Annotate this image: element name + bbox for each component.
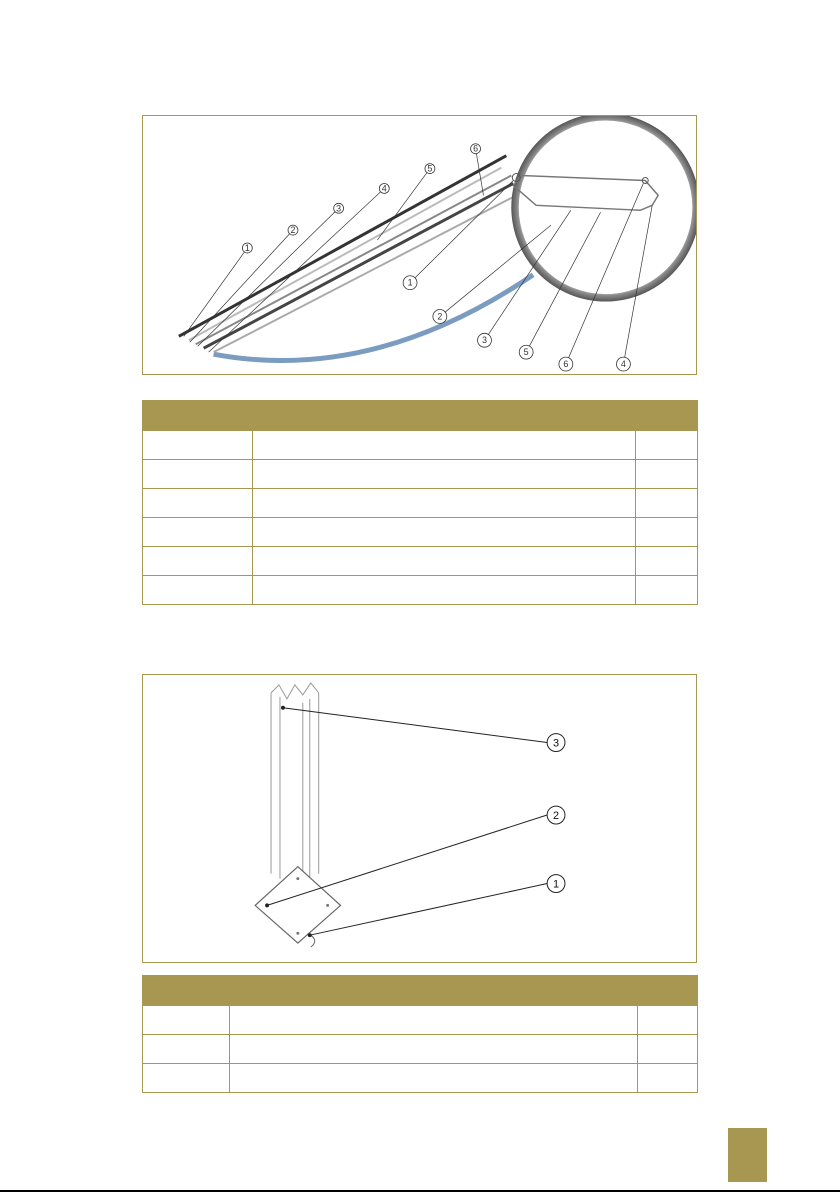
callout-label: 3 xyxy=(482,335,487,346)
rod xyxy=(214,195,517,352)
callouts-post xyxy=(547,734,565,893)
callout-marker xyxy=(547,734,565,752)
table-cell xyxy=(143,460,253,489)
table-header xyxy=(143,401,698,431)
callout-marker xyxy=(478,333,492,347)
callout-marker xyxy=(519,345,533,359)
callout-marker xyxy=(547,875,565,893)
table-cell xyxy=(143,431,253,460)
rod-group xyxy=(179,156,516,352)
table-cell xyxy=(253,431,636,460)
zoom-circle-inner xyxy=(518,120,693,295)
callout-label: 5 xyxy=(523,347,529,358)
table-cell xyxy=(253,518,636,547)
callout-marker xyxy=(403,276,417,290)
callout-marker xyxy=(616,357,630,371)
parts-table-1 xyxy=(142,400,698,605)
table-cell xyxy=(636,547,698,576)
table-cell xyxy=(143,576,253,605)
table-header-row xyxy=(143,401,698,431)
table-row xyxy=(143,489,698,518)
table-cell xyxy=(253,489,636,518)
rod xyxy=(204,183,514,348)
table-cell xyxy=(143,518,253,547)
callout-label: 1 xyxy=(244,242,250,253)
callout-marker xyxy=(425,164,435,174)
callout-label: 2 xyxy=(290,225,296,236)
callout-label: 4 xyxy=(381,183,387,194)
table-row xyxy=(143,1006,698,1035)
callout-label: 1 xyxy=(407,277,413,288)
rods-diagram xyxy=(143,116,696,374)
callout-label: 6 xyxy=(473,143,479,154)
callout-marker xyxy=(547,806,565,824)
rod xyxy=(196,176,512,345)
post-profile xyxy=(271,683,319,886)
table-cell xyxy=(143,1035,230,1064)
table-cell xyxy=(253,547,636,576)
table-cell xyxy=(230,1006,638,1035)
callout-label: 5 xyxy=(427,163,433,174)
table-cell xyxy=(230,1035,638,1064)
table-row xyxy=(143,518,698,547)
table-row xyxy=(143,576,698,605)
parts-table-2 xyxy=(142,975,698,1093)
callout-marker xyxy=(559,357,573,371)
callout-label: 3 xyxy=(553,737,560,750)
table-cell xyxy=(636,518,698,547)
table-header xyxy=(143,976,698,1006)
table-cell xyxy=(143,1006,230,1035)
callout-marker xyxy=(242,243,252,253)
rod xyxy=(189,168,502,341)
table-row xyxy=(143,547,698,576)
callout-marker xyxy=(471,144,481,154)
table-cell xyxy=(143,489,253,518)
table-header-row xyxy=(143,976,698,1006)
table-cell xyxy=(636,460,698,489)
table-cell xyxy=(636,431,698,460)
table-cell xyxy=(638,1064,698,1093)
table-cell xyxy=(638,1035,698,1064)
figure-post-base xyxy=(142,674,697,963)
table-cell xyxy=(143,1064,230,1093)
callout-label: 4 xyxy=(620,359,626,370)
table-cell xyxy=(253,576,636,605)
callout-marker xyxy=(433,310,447,324)
table-row xyxy=(143,1064,698,1093)
callout-label: 6 xyxy=(563,359,569,370)
figure-rods-assembly xyxy=(142,115,697,375)
table-row xyxy=(143,460,698,489)
page-number-tab xyxy=(728,1128,767,1182)
table-cell xyxy=(636,489,698,518)
callout-marker xyxy=(288,225,298,235)
table-cell xyxy=(253,460,636,489)
table-row xyxy=(143,431,698,460)
table-cell xyxy=(143,547,253,576)
callout-label: 2 xyxy=(553,809,560,822)
table-cell xyxy=(638,1006,698,1035)
callout-label: 1 xyxy=(553,878,560,891)
callout-label: 3 xyxy=(336,203,342,214)
post-diagram xyxy=(143,675,696,962)
table-cell xyxy=(636,576,698,605)
table-row xyxy=(143,1035,698,1064)
callout-label: 2 xyxy=(437,311,443,322)
table-cell xyxy=(230,1064,638,1093)
callout-marker xyxy=(379,183,389,193)
rod xyxy=(179,156,506,337)
callout-marker xyxy=(334,203,344,213)
